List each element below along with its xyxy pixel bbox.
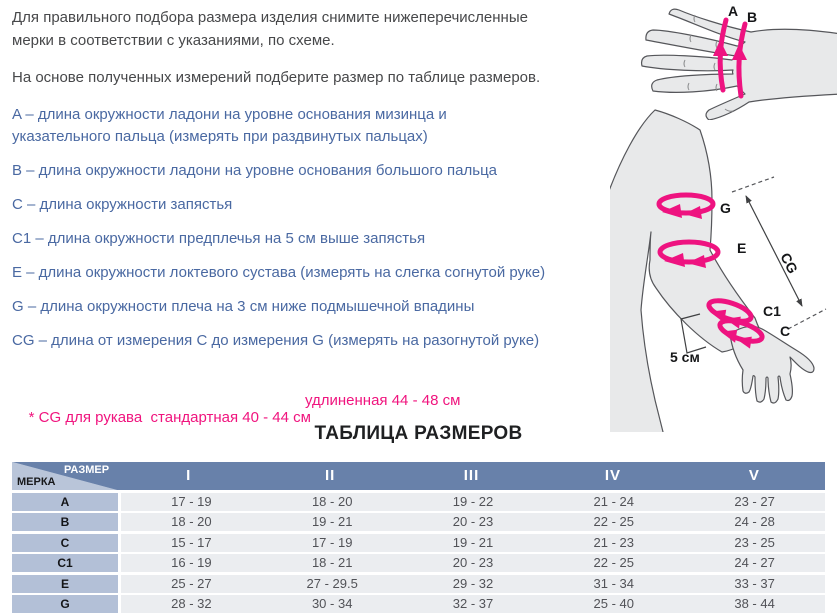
size-value-cell: 19 - 22 xyxy=(403,493,544,511)
table-row-e xyxy=(12,575,825,593)
column-header-III: III xyxy=(463,467,480,484)
arm-shape xyxy=(610,110,814,432)
size-value-cell: 21 - 24 xyxy=(543,493,684,511)
table-row-g xyxy=(12,595,825,613)
measurement-item-a: A – длина окружности ладони на уровне основания мизинца и указательного пальца (измерять при раздвинутых пальцах) xyxy=(12,106,447,145)
arm-label-5cm: 5 см xyxy=(670,349,700,365)
intro-paragraph-1: Для правильного подбора размера изделия снимите нижеперечисленные мерки в соответствии с указаниями, по схеме. xyxy=(12,9,528,49)
size-value-cell: 20 - 23 xyxy=(403,513,544,531)
size-value-cell: 25 - 27 xyxy=(121,575,262,593)
size-value-cell: 19 - 21 xyxy=(262,513,403,531)
intro-paragraph-2: На основе полученных измерений подберите размер по таблице размеров. xyxy=(12,69,541,86)
note-extended-length: удлиненная 44 - 48 см xyxy=(305,392,461,409)
measurement-item-c: C – длина окружности запястья xyxy=(12,196,233,213)
table-row-c1 xyxy=(12,554,825,572)
size-value-cell: 23 - 27 xyxy=(684,493,825,511)
measurement-item-b: B – длина окружности ладони на уровне основания большого пальца xyxy=(12,162,498,179)
size-value-cell: 24 - 27 xyxy=(684,554,825,572)
size-value-cell: 33 - 37 xyxy=(684,575,825,593)
size-value-cell: 15 - 17 xyxy=(121,534,262,552)
column-header-V: V xyxy=(748,467,760,484)
note-standard-length: * CG для рукава стандартная 40 - 44 см xyxy=(28,409,311,426)
size-value-cell: 38 - 44 xyxy=(684,595,825,613)
hand-label-a: A xyxy=(728,3,739,19)
column-header-I: I xyxy=(186,467,192,484)
column-header-II: II xyxy=(324,467,336,484)
hand-label-b: B xyxy=(747,9,758,25)
arm-label-e: E xyxy=(737,240,747,256)
size-value-cell: 30 - 34 xyxy=(262,595,403,613)
dashed-line-c xyxy=(788,309,826,329)
size-value-cell: 21 - 23 xyxy=(543,534,684,552)
size-table-body xyxy=(12,493,825,614)
size-value-cell: 17 - 19 xyxy=(262,534,403,552)
size-value-cell: 23 - 25 xyxy=(684,534,825,552)
measurement-item-cg: CG – длина от измерения C до измерения G (измерять на разогнутой руке) xyxy=(12,332,540,349)
measurement-item-c1: C1 – длина окружности предплечья на 5 см выше запястья xyxy=(12,230,426,247)
size-table-title: ТАБЛИЦА РАЗМЕРОВ xyxy=(314,423,523,444)
size-value-cell: 31 - 34 xyxy=(543,575,684,593)
size-value-cell: 18 - 20 xyxy=(121,513,262,531)
row-label: B xyxy=(12,513,118,531)
size-value-cell: 20 - 23 xyxy=(403,554,544,572)
size-value-cell: 22 - 25 xyxy=(543,513,684,531)
dashed-line-g xyxy=(732,177,774,192)
size-value-cell: 16 - 19 xyxy=(121,554,262,572)
size-table-corner-cell xyxy=(12,462,118,490)
size-value-cell: 29 - 32 xyxy=(403,575,544,593)
size-value-cell: 27 - 29.5 xyxy=(262,575,403,593)
arm-label-g: G xyxy=(720,200,731,216)
arm-diagram xyxy=(610,98,837,432)
row-label: C1 xyxy=(12,554,118,572)
size-value-cell: 18 - 20 xyxy=(262,493,403,511)
row-label: E xyxy=(12,575,118,593)
table-row-b xyxy=(12,513,825,531)
size-columns xyxy=(118,462,825,490)
size-value-cell: 28 - 32 xyxy=(121,595,262,613)
cg-measure-arrow xyxy=(746,196,802,306)
size-value-cell: 18 - 21 xyxy=(262,554,403,572)
size-value-cell: 24 - 28 xyxy=(684,513,825,531)
arm-label-c: C xyxy=(780,323,791,339)
corner-label-size: РАЗМЕР xyxy=(64,464,110,476)
size-value-cell: 32 - 37 xyxy=(403,595,544,613)
row-label: C xyxy=(12,534,118,552)
size-value-cell: 17 - 19 xyxy=(121,493,262,511)
column-header-IV: IV xyxy=(604,467,622,484)
row-label: G xyxy=(12,595,118,613)
size-table-header xyxy=(12,462,825,490)
size-value-cell: 19 - 21 xyxy=(403,534,544,552)
row-label: A xyxy=(12,493,118,511)
corner-label-measure: МЕРКА xyxy=(17,476,56,488)
size-table xyxy=(12,462,825,616)
measurement-list xyxy=(12,104,612,364)
size-value-cell: 22 - 25 xyxy=(543,554,684,572)
arm-label-c1: C1 xyxy=(763,303,781,319)
arm-label-cg: CG xyxy=(777,250,802,277)
table-row-a xyxy=(12,493,825,511)
table-row-c xyxy=(12,534,825,552)
measurement-item-e: E – длина окружности локтевого сустава (измерять на слегка согнутой руке) xyxy=(12,264,546,281)
size-value-cell: 25 - 40 xyxy=(543,595,684,613)
measurement-item-g: G – длина окружности плеча на 3 см ниже подмышечной впадины xyxy=(12,298,475,315)
